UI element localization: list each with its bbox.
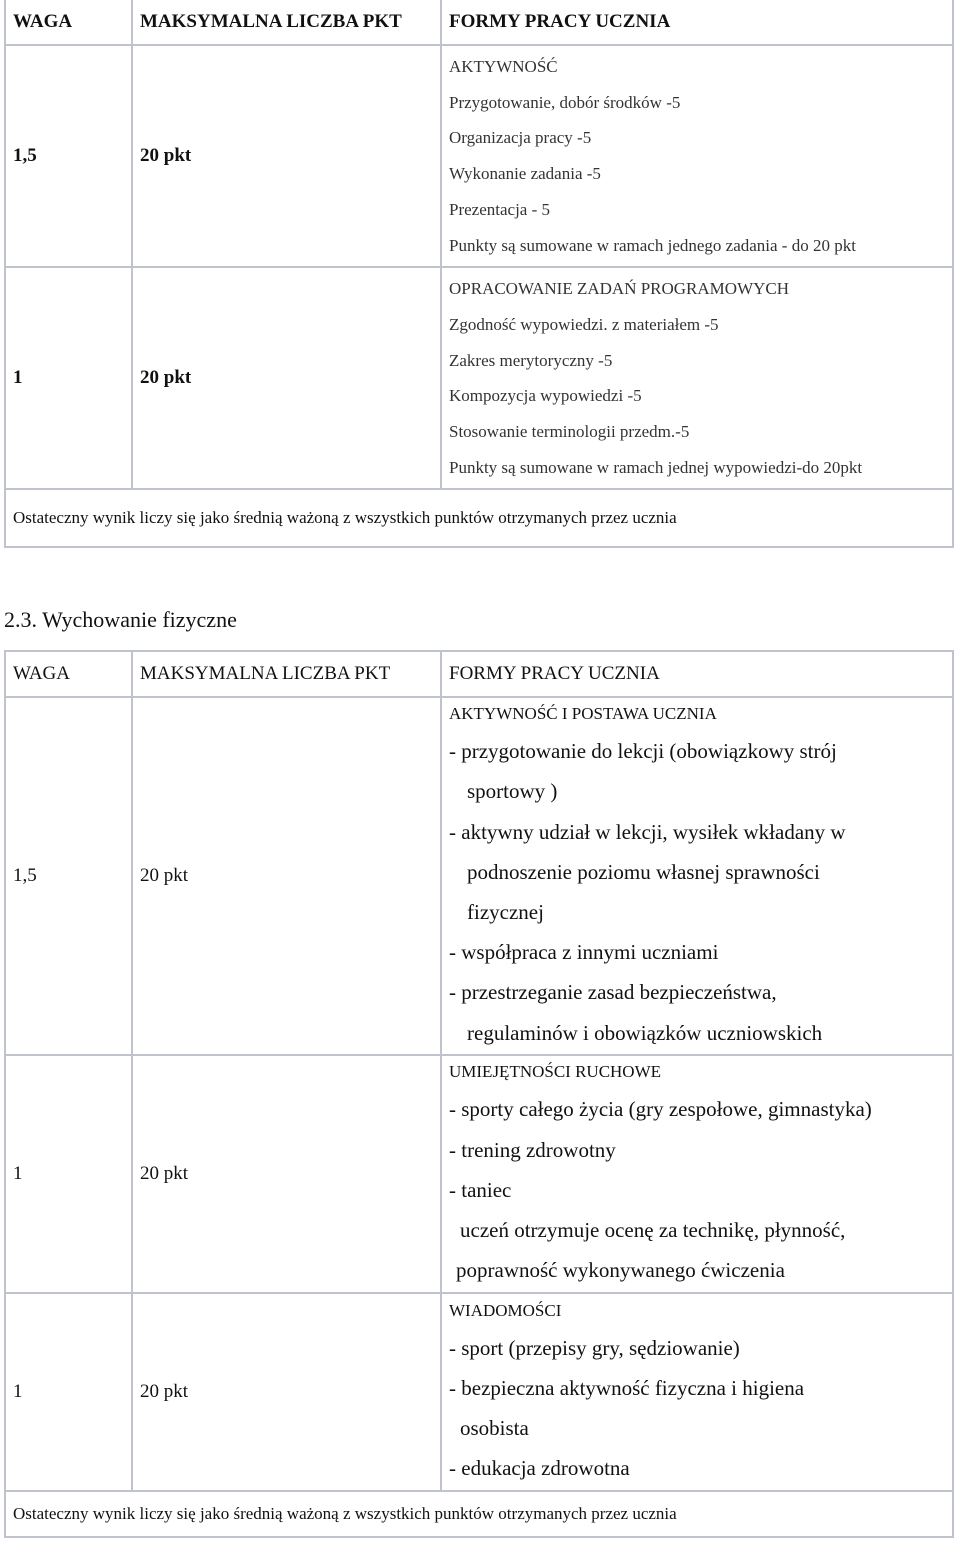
list-item: - bezpieczna aktywność fizyczna i higiena: [449, 1375, 805, 1400]
list-item: Stosowanie terminologii przedm.-5: [449, 422, 690, 442]
weight-cell: 1: [5, 267, 132, 489]
final-score-note: Ostateczny wynik liczy się jako średnią ważoną z wszystkich punktów otrzymanych przez ucznia: [5, 489, 953, 547]
work-forms-cell: [441, 1055, 953, 1293]
list-item: - taniec: [449, 1177, 512, 1202]
table-row: [5, 1055, 953, 1293]
table-footer-row: [5, 1491, 953, 1537]
list-item: Wykonanie zadania -5: [449, 164, 601, 184]
work-forms-cell: [441, 267, 953, 489]
list-item: regulaminów i obowiązków uczniowskich: [467, 1020, 823, 1045]
list-item: - sporty całego życia (gry zespołowe, gimnastyka): [449, 1097, 872, 1122]
list-item: Przygotowanie, dobór środków -5: [449, 92, 681, 112]
weight-cell: 1: [5, 1055, 132, 1293]
section-heading: WIADOMOŚCI: [449, 1300, 562, 1320]
list-item: uczeń otrzymuje ocenę za technikę, płynność,: [460, 1218, 846, 1243]
work-forms-cell: [441, 1293, 953, 1491]
list-item: poprawność wykonywanego ćwiczenia: [456, 1258, 785, 1283]
work-forms-cell: [441, 45, 953, 267]
list-item: - aktywny udział w lekcji, wysiłek wkładany w: [449, 819, 846, 844]
list-item: Zgodność wypowiedzi. z materiałem -5: [449, 314, 719, 334]
section-heading: AKTYWNOŚĆ I POSTAWA UCZNIA: [449, 704, 717, 724]
work-forms-cell: [441, 697, 953, 1055]
final-score-note: Ostateczny wynik liczy się jako średnią ważoną z wszystkich punktów otrzymanych przez ucznia: [5, 1491, 953, 1537]
list-item: podnoszenie poziomu własnej sprawności: [467, 859, 820, 884]
table-header-row: [5, 651, 953, 697]
points-cell: 20 pkt: [132, 1293, 441, 1491]
table-row: [5, 45, 953, 267]
list-item: - edukacja zdrowotna: [449, 1456, 630, 1481]
header-max-points: MAKSYMALNA LICZBA PKT: [132, 0, 441, 45]
list-item: Kompozycja wypowiedzi -5: [449, 386, 642, 406]
list-item: Punkty są sumowane w ramach jednej wypowiedzi-do 20pkt: [449, 457, 863, 477]
points-cell: 20 pkt: [132, 45, 441, 267]
list-item: OPRACOWANIE ZADAŃ PROGRAMOWYCH: [449, 279, 790, 299]
weight-cell: 1,5: [5, 697, 132, 1055]
table-header-row: [5, 0, 953, 45]
list-item: AKTYWNOŚĆ: [449, 57, 558, 76]
section-heading: UMIEJĘTNOŚCI RUCHOWE: [449, 1062, 662, 1082]
list-item: Prezentacja - 5: [449, 199, 550, 219]
weight-cell: 1,5: [5, 45, 132, 267]
header-waga: WAGA: [5, 651, 132, 697]
table-row: [5, 697, 953, 1055]
weight-cell: 1: [5, 1293, 132, 1491]
grading-table-1: [4, 0, 954, 548]
list-item: - współpraca z innymi uczniami: [449, 940, 719, 965]
header-work-forms: FORMY PRACY UCZNIA: [441, 0, 953, 45]
table-footer-row: [5, 489, 953, 547]
header-work-forms: FORMY PRACY UCZNIA: [441, 651, 953, 697]
points-cell: 20 pkt: [132, 697, 441, 1055]
list-item: Punkty są sumowane w ramach jednego zadania - do 20 pkt: [449, 235, 856, 255]
table-row: [5, 1293, 953, 1491]
list-item: Zakres merytoryczny -5: [449, 350, 613, 370]
list-item: - trening zdrowotny: [449, 1137, 616, 1162]
list-item: - sport (przepisy gry, sędziowanie): [449, 1335, 740, 1360]
list-item: - przygotowanie do lekcji (obowiązkowy strój: [449, 739, 837, 764]
list-item: osobista: [460, 1416, 529, 1440]
header-max-points: MAKSYMALNA LICZBA PKT: [132, 651, 441, 697]
section-title: 2.3. Wychowanie fizyczne: [4, 607, 237, 632]
header-waga: WAGA: [5, 0, 132, 45]
table-row: [5, 267, 953, 489]
grading-table-2: [4, 650, 954, 1538]
list-item: fizycznej: [467, 900, 544, 924]
list-item: sportowy ): [467, 779, 558, 804]
points-cell: 20 pkt: [132, 267, 441, 489]
list-item: Organizacja pracy -5: [449, 128, 592, 148]
list-item: - przestrzeganie zasad bezpieczeństwa,: [449, 980, 777, 1005]
points-cell: 20 pkt: [132, 1055, 441, 1293]
